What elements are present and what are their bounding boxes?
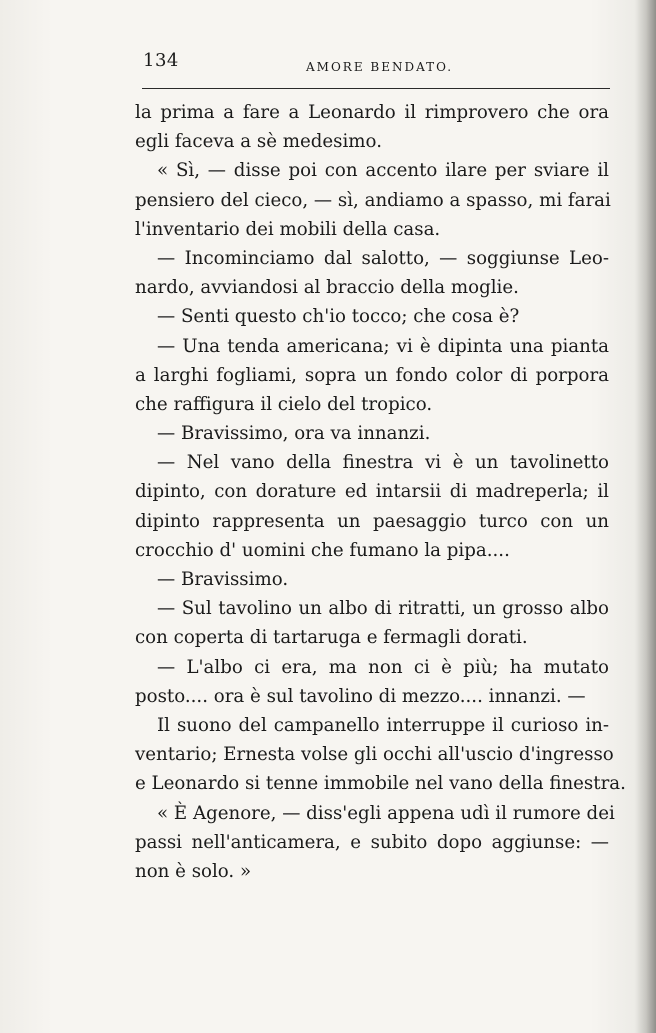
text-line: che raffigura il cielo del tropico. [135,393,433,415]
text-line: ventario; Ernesta volse gli occhi all'uscio d'ingresso [135,744,614,766]
text-line: a larghi fogliami, sopra un fondo color di porpora [135,364,609,386]
text-line: — Sul tavolino un albo di ritratti, un grosso albo [157,598,609,620]
text-line: dipinto, con dorature ed intarsii di madreperla; il [135,481,609,503]
text-line: dipinto rappresenta un paesaggio turco con un [135,510,609,532]
text-line: e Leonardo si tenne immobile nel vano della finestra. [135,773,626,795]
text-line: « Sì, — disse poi con accento ilare per sviare il [157,160,609,182]
text-line: — Bravissimo. [157,569,289,590]
text-line: passi nell'anticamera, e subito dopo aggiunse: — [135,831,609,853]
text-line: « È Agenore, — diss'egli appena udì il rumore dei [157,802,615,824]
text-line: nardo, avviandosi al braccio della moglie. [135,277,519,299]
header-rule [142,88,610,89]
text-line: posto.... ora è sul tavolino di mezzo.... innanzi. — [135,685,586,707]
text-line: pensiero del cieco, — sì, andiamo a spasso, mi farai [135,189,611,211]
text-line: — Nel vano della finestra vi è un tavolinetto [157,452,609,474]
text-line: — L'albo ci era, ma non ci è più; ha mutato [157,656,609,678]
text-line: egli faceva a sè medesimo. [135,131,382,153]
running-title: AMORE BENDATO. [306,60,454,74]
body-text [135,98,626,886]
text-line: — Una tenda americana; vi è dipinta una pianta [157,335,609,357]
text-line: con coperta di tartaruga e fermagli dorati. [135,627,528,649]
page-header [143,50,609,80]
text-line: — Bravissimo, ora va innanzi. [157,423,431,445]
text-line: la prima a fare a Leonardo il rimprovero che ora [135,102,609,123]
binding-shadow [634,0,656,1033]
text-line: crocchio d' uomini che fumano la pipa.... [135,539,510,561]
page-number: 134 [143,50,179,71]
text-line: Il suono del campanello interruppe il curioso in- [157,714,609,736]
text-line: non è solo. » [135,860,252,882]
text-line: — Senti questo ch'io tocco; che cosa è? [157,306,520,328]
text-line: — Incominciamo dal salotto, — soggiunse Leo- [157,247,609,269]
text-line: l'inventario dei mobili della casa. [135,218,441,240]
